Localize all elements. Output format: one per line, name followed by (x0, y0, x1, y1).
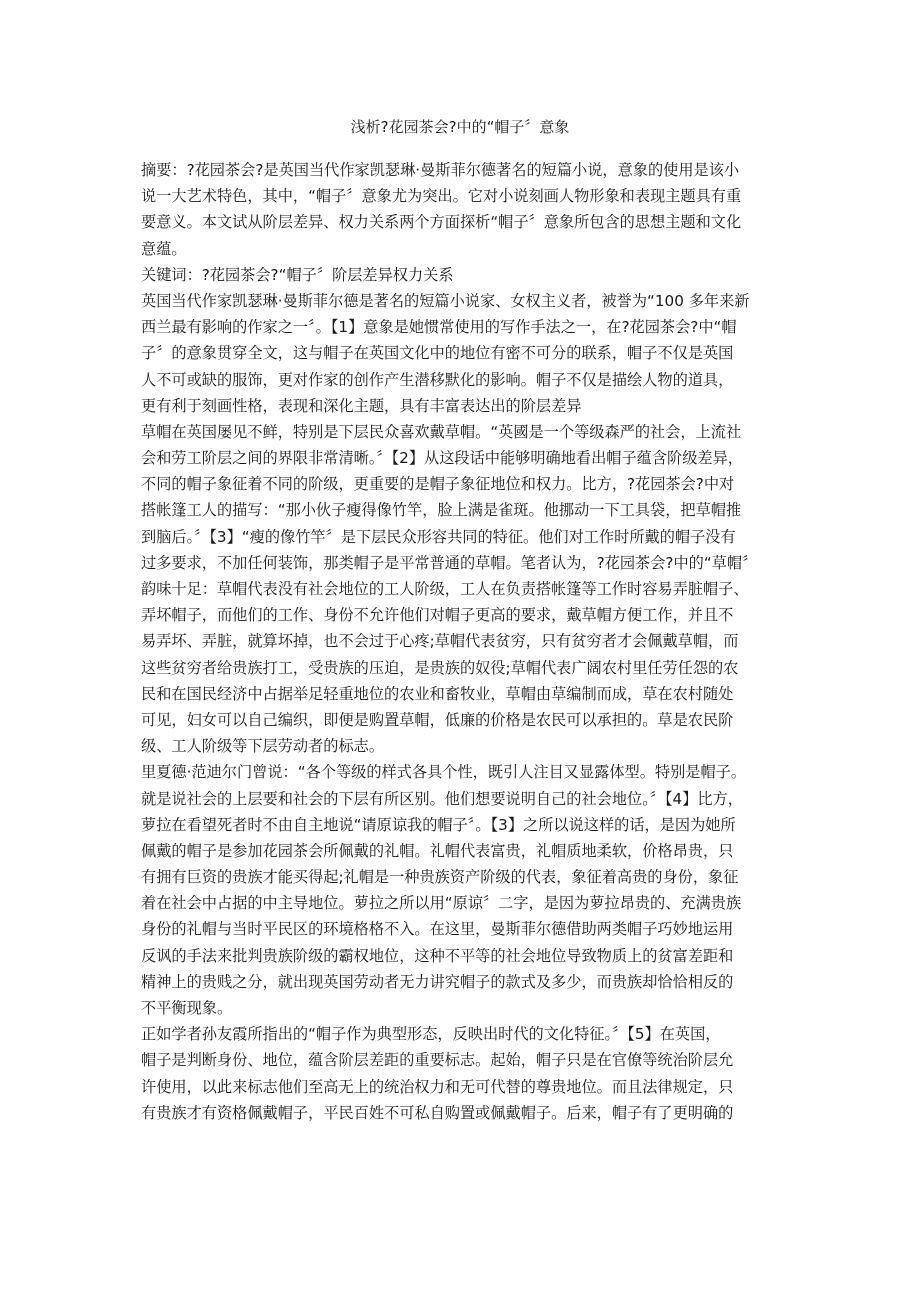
text-line: 易弄坏、弄脏，就算坏掉，也不会过于心疼;草帽代表贫穷，只有贫穷者才会佩戴草帽，而 (141, 632, 739, 651)
text-line: 草帽在英国屡见不鲜，特别是下层民众喜欢戴草帽。“英國是一个等级森严的社会，上流社 (141, 422, 742, 441)
text-line: 会和劳工阶层之间的界限非常清晰。〞【2】从这段话中能够明确地看出帽子蕴含阶级差异， (141, 449, 743, 468)
text-line: 有贵族才有资格佩戴帽子，平民百姓不可私自购置或佩戴帽子。后来，帽子有了更明确的 (141, 1103, 734, 1122)
paragraph-veblen (141, 759, 786, 1021)
paragraph-intro (141, 288, 786, 419)
text-line: 关键词：?花园茶会?“帽子〞阶层差异权力关系 (141, 265, 454, 284)
document-body (141, 157, 786, 1126)
text-line: 这些贫穷者给贵族打工，受贵族的压迫，是贵族的奴役;草帽代表广阔农村里任劳任怨的农 (141, 658, 739, 677)
paragraph-keywords (141, 262, 786, 288)
text-line: 不平衡现象。 (141, 999, 233, 1017)
text-line: 可见，妇女可以自己编织，即便是购置草帽，低廉的价格是农民可以承担的。草是农民阶 (141, 710, 734, 729)
text-line: 弄坏帽子，而他们的工作、身份不允许他们对帽子更高的要求，戴草帽方便工作，并且不 (141, 606, 734, 625)
text-line: 佩戴的帽子是参加花园茶会所佩戴的礼帽。礼帽代表富贵，礼帽质地柔软，价格昂贵，只 (141, 841, 734, 860)
text-line: 着在社会中占据的中主导地位。萝拉之所以用“原谅〞二字，是因为萝拉昂贵的、充满贵族 (141, 894, 742, 913)
document-title: 浅析?花园茶会?中的“帽子〞意象 (350, 118, 570, 136)
text-line: 摘要：?花园茶会?是英国当代作家凯瑟琳·曼斯菲尔德著名的短篇小说，意象的使用是该小 (141, 161, 740, 179)
text-line: 就是说社会的上层要和社会的下层有所区别。他们想要说明自己的社会地位。〞【4】比方， (141, 789, 743, 808)
text-line: 帽子是判断身份、地位，蕴含阶层差距的重要标志。起始，帽子只是在官僚等统治阶层允 (141, 1051, 734, 1070)
text-line: 英国当代作家凯瑟琳·曼斯菲尔德是著名的短篇小说家、女权主义者，被誉为“100 多年来新 (141, 291, 750, 310)
text-line: 更有利于刻画性格，表现和深化主题，具有丰富表达出的阶层差异 (141, 396, 582, 415)
text-line: 精神上的贵贱之分，就出现英国劳动者无力讲究帽子的款式及多少，而贵族却恰恰相反的 (141, 972, 734, 991)
paragraph-sun-youxia (141, 1021, 786, 1126)
text-line: 西兰最有影响的作家之一〞。【1】意象是她惯常使用的写作手法之一，在?花园茶会?中“帽 (141, 318, 737, 337)
text-line: 子〞的意象贯穿全文，这与帽子在英国文化中的地位有密不可分的联系，帽子不仅是英国 (141, 344, 734, 363)
text-line: 意蕴。 (141, 239, 187, 258)
text-line: 过多要求，不加任何装饰，那类帽子是平常普通的草帽。笔者认为，?花园茶会?中的“草帽〞 (141, 553, 758, 572)
text-line: 搭帐篷工人的描写：“那小伙子瘦得像竹竿，脸上满是雀斑。他挪动一下工具袋，把草帽推 (141, 501, 742, 520)
text-line: 萝拉在看望死者时不由自主地说“请原谅我的帽子〞。【3】之所以说这样的话，是因为她所 (141, 815, 736, 834)
text-line: 人不可或缺的服饰，更对作家的创作产生潜移默化的影响。帽子不仅是描绘人物的道具， (141, 370, 734, 389)
text-line: 韵味十足：草帽代表没有社会地位的工人阶级，工人在负责搭帐篷等工作时容易弄脏帽子、 (141, 580, 749, 598)
text-line: 级、工人阶级等下层劳动者的标志。 (141, 737, 384, 756)
text-line: 民和在国民经济中占据举足轻重地位的农业和畜牧业，草帽由草编制而成，草在农村随处 (141, 684, 734, 703)
text-line: 身份的礼帽与当时平民区的环境格格不入。在这里，曼斯菲尔德借助两类帽子巧妙地运用 (141, 920, 734, 939)
paragraph-abstract (141, 157, 786, 262)
text-line: 有拥有巨资的贵族才能买得起;礼帽是一种贵族资产阶级的代表，象征着高贵的身份，象征 (141, 868, 739, 887)
text-line: 到脑后。〞【3】“瘦的像竹竿〞是下层民众形容共同的特征。他们对工作时所戴的帽子没有 (141, 527, 736, 546)
text-line: 正如学者孙友霞所指出的“帽子作为典型形态，反映出时代的文化特征。〞【5】在英国， (141, 1025, 721, 1044)
text-line: 说一大艺术特色，其中，“帽子〞意象尤为突出。它对小说刻画人物形象和表现主题具有重 (141, 187, 742, 206)
text-line: 不同的帽子象征着不同的阶级，更重要的是帽子象征地位和权力。比方，?花园茶会?中对 (141, 475, 735, 494)
text-line: 要意义。本文试从阶层差异、权力关系两个方面探析“帽子〞意象所包含的思想主题和文化 (141, 213, 742, 232)
text-line: 反讽的手法来批判贵族阶级的霸权地位，这种不平等的社会地位导致物质上的贫富差距和 (141, 946, 734, 965)
text-line: 里夏德·范迪尔门曾说：“各个等级的样式各具个性，既引人注目又显露体型。特别是帽子。 (141, 763, 747, 782)
paragraph-straw-hat (141, 419, 786, 759)
text-line: 许使用，以此来标志他们至高无上的统治权力和无可代替的尊贵地位。而且法律规定，只 (141, 1077, 734, 1096)
